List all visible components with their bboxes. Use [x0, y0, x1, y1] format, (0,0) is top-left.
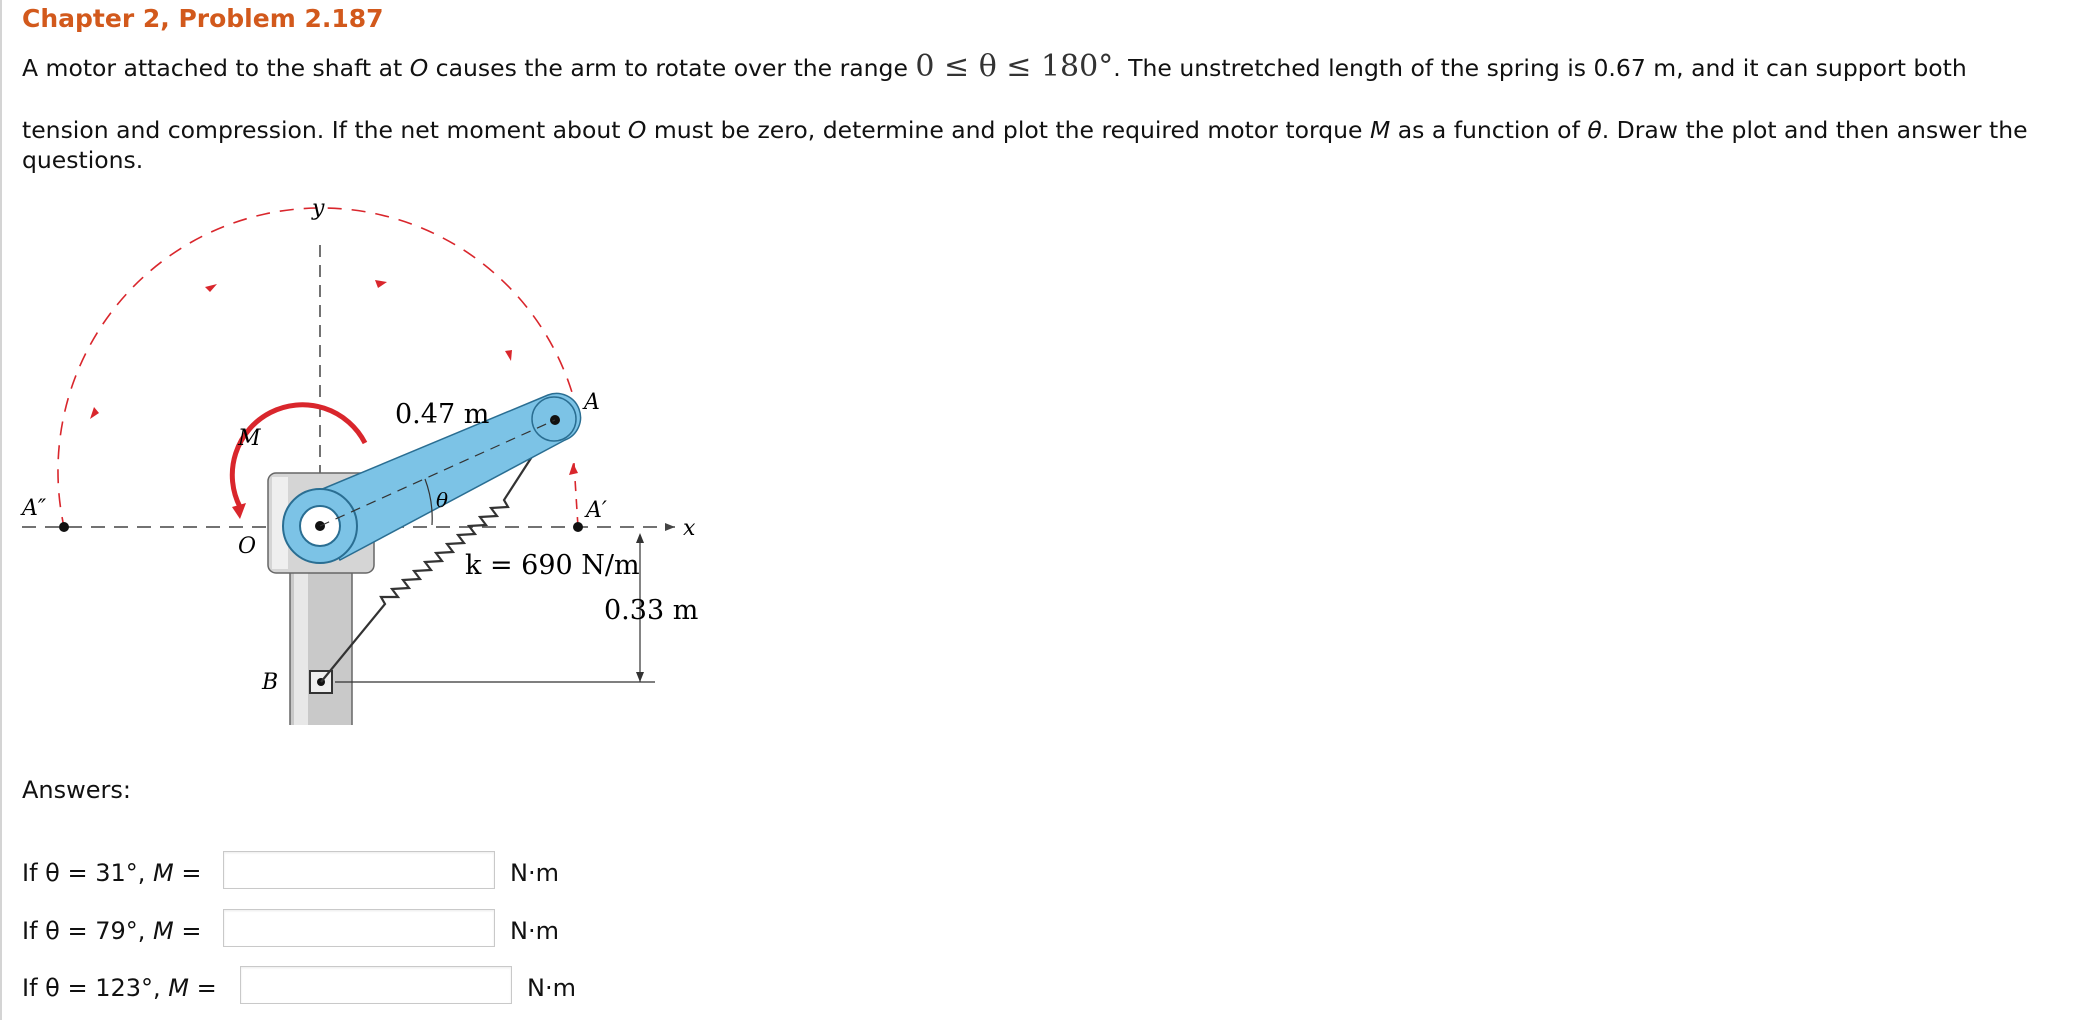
problem-text: must be zero, determine and plot the required motor torque [646, 116, 1370, 144]
label-arm-length: 0.47 m [395, 399, 490, 430]
problem-figure [0, 195, 700, 725]
theta-range: 0 ≤ θ ≤ 180° [915, 49, 1114, 84]
answer-unit: N·m [527, 974, 576, 1002]
problem-text: . The unstretched length of the spring is 0.67 m, and it can support both [1113, 54, 1967, 82]
point-o-ref: O [627, 116, 647, 144]
answer-input-theta-31[interactable] [223, 851, 495, 889]
label-o: O [238, 534, 257, 559]
answer-unit: N·m [510, 917, 559, 945]
problem-text-line-3: questions. [22, 146, 144, 174]
problem-text: . Draw the plot and then answer the [1601, 116, 2028, 144]
answer-label: If θ = 79°, M = [22, 917, 202, 945]
answer-label: If θ = 31°, M = [22, 859, 202, 887]
problem-text-line-2 [22, 115, 2028, 145]
point-a-double-prime [59, 522, 69, 532]
problem-text: causes the arm to rotate over the range [428, 54, 916, 82]
problem-text-line-1 [22, 49, 1967, 84]
label-x: x [683, 516, 696, 541]
torque-m-ref: M [1369, 116, 1391, 144]
problem-text: as a function of [1390, 116, 1588, 144]
label-b: B [262, 670, 279, 695]
label-m: M [238, 426, 261, 451]
answer-label: If θ = 123°, M = [22, 974, 217, 1002]
label-spring-constant: k = 690 N/m [465, 550, 640, 581]
label-a: A [584, 390, 600, 415]
label-theta: θ [436, 488, 449, 512]
label-y: y [312, 196, 325, 221]
label-offset: 0.33 m [604, 595, 699, 626]
problem-title: Chapter 2, Problem 2.187 [22, 4, 384, 33]
label-a-double-prime: A″ [22, 496, 47, 521]
point-a-prime [573, 522, 583, 532]
answer-input-theta-123[interactable] [240, 966, 512, 1004]
answer-unit: N·m [510, 859, 559, 887]
answers-heading: Answers: [22, 776, 131, 804]
label-a-prime: A′ [586, 498, 607, 523]
theta-ref: θ [1587, 116, 1602, 144]
answer-input-theta-79[interactable] [223, 909, 495, 947]
problem-text: tension and compression. If the net moment about [22, 116, 628, 144]
problem-text: A motor attached to the shaft at [22, 54, 410, 82]
point-o-ref: O [409, 54, 429, 82]
